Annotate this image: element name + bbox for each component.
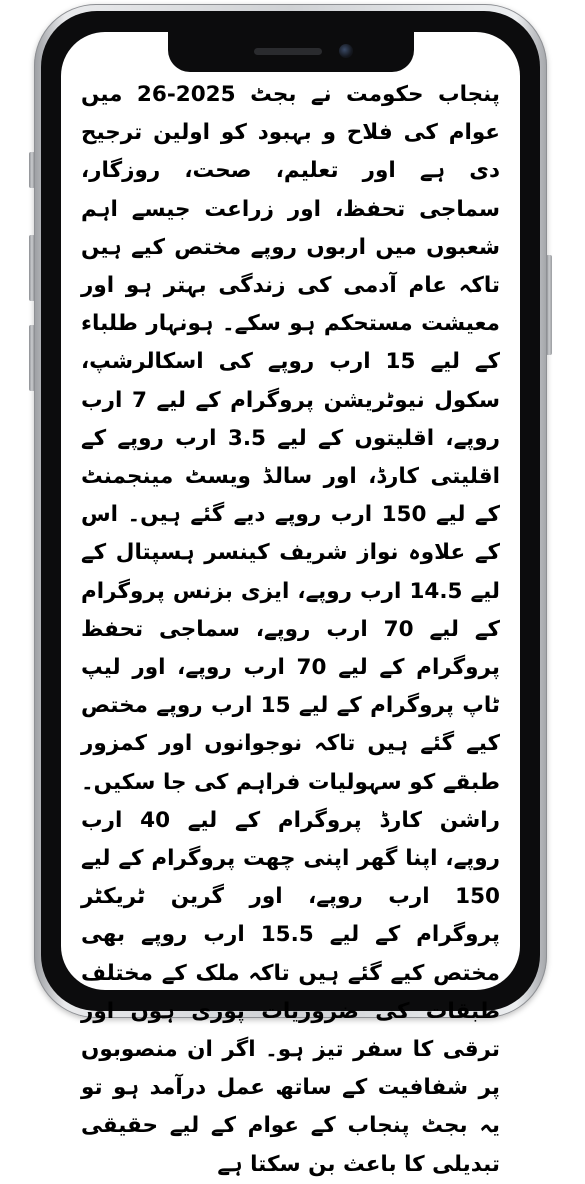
article-text: پنجاب حکومت نے بجٹ 2025-26 میں عوام کی فلاح و بہبود کو اولین ترجیح دی ہے اور تعلیم، صحت، روزگار، سماجی تحفظ، اور زراعت جیسے اہم شعبوں میں اربوں روپے مختص کیے ہیں تاکہ عام آدمی کی زندگی بہتر ہو اور معیشت مستحکم ہو سکے۔ ہونہار طلباء کے لیے 15 ارب روپے کی اسکالرشپ، سکول نیوٹریشن پروگرام کے لیے 7 ارب روپے، اقلیتوں کے لیے 3.5 ارب روپے کے اقلیتی کارڈ، اور سالڈ ویسٹ مینجمنٹ کے لیے 150 ارب روپے دیے گئے ہیں۔ اس کے علاوہ نواز شریف کینسر ہسپتال کے لیے 14.5 ارب روپے، ایزی بزنس پروگرام کے لیے 70 ارب روپے، سماجی تحفظ پروگرام کے لیے 70 ارب روپے، اور لیپ ٹاپ پروگرام کے لیے 15 ارب روپے مختص کیے گئے ہیں تاکہ نوجوانوں اور کمزور طبقے کو سہولیات فراہم کی جا سکیں۔ راشن کارڈ پروگرام کے لیے 40 ارب روپے، اپنا گھر اپنی چھت پروگرام کے لیے 150 ارب روپے، اور گرین ٹریکٹر پروگرام کے لیے 15.5 ارب روپے بھی مختص کیے گئے ہیں تاکہ ملک کے مختلف طبقات کی ضروریات پوری ہوں اور ترقی کا سفر تیز ہو۔ اگر ان منصوبوں پر شفافیت کے ساتھ عمل درآمد ہو تو یہ بجٹ پنجاب کے عوام کے لیے حقیقی تبدیلی کا باعث بن سکتا ہے	[81, 82, 501, 1177]
phone-bezel	[41, 11, 540, 1177]
camera-icon	[339, 44, 353, 58]
speaker-icon	[254, 48, 322, 55]
phone-notch	[168, 32, 414, 72]
phone-frame	[34, 4, 547, 1177]
phone-screen[interactable]	[61, 32, 520, 1177]
